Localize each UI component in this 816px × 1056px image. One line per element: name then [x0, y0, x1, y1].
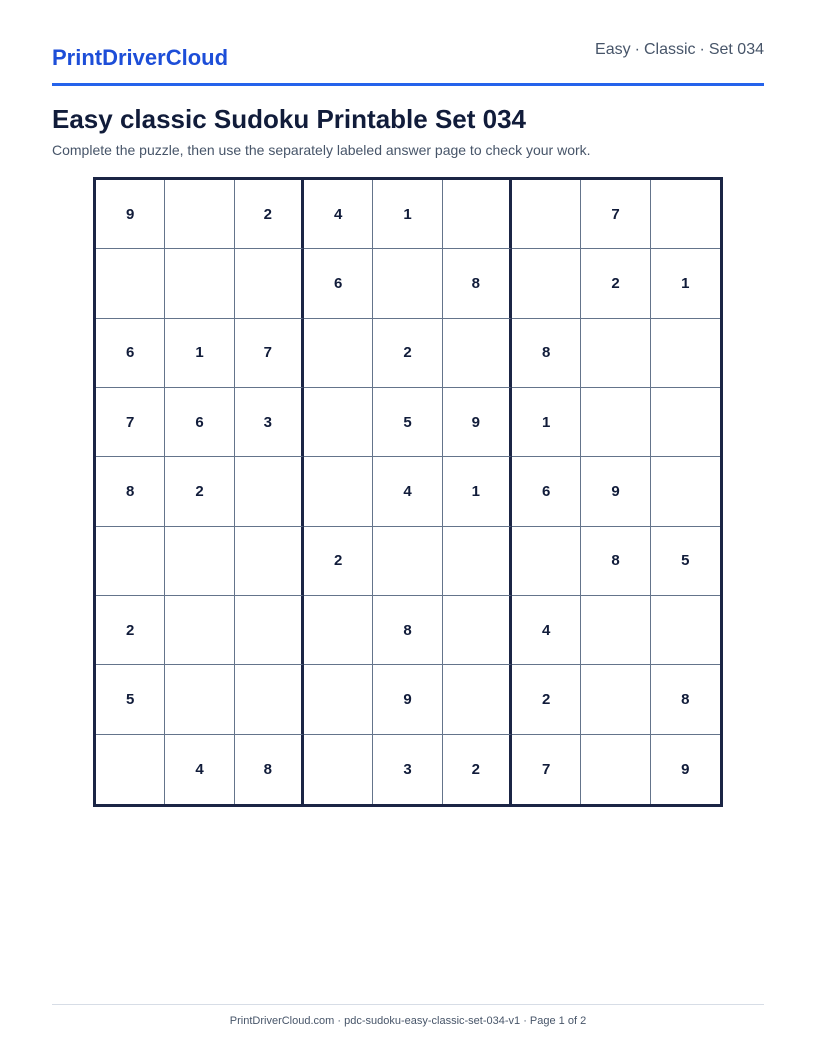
sudoku-cell: 6 — [512, 457, 581, 526]
sudoku-cell: 2 — [512, 665, 581, 734]
sudoku-cell — [373, 249, 442, 318]
sudoku-cell — [304, 319, 373, 388]
sudoku-cell — [165, 249, 234, 318]
sudoku-cell — [235, 527, 304, 596]
sudoku-cell — [304, 735, 373, 804]
sudoku-cell — [304, 457, 373, 526]
sudoku-cell: 1 — [373, 180, 442, 249]
sudoku-cell: 8 — [235, 735, 304, 804]
page-footer: PrintDriverCloud.com · pdc-sudoku-easy-classic-set-034-v1 · Page 1 of 2 — [229, 1015, 587, 1027]
sudoku-cell — [96, 735, 165, 804]
page-header — [52, 0, 764, 86]
sudoku-cell — [443, 319, 512, 388]
sudoku-cell: 2 — [304, 527, 373, 596]
sudoku-cell — [165, 596, 234, 665]
meta-difficulty: Easy — [595, 41, 631, 58]
sudoku-cell: 1 — [443, 457, 512, 526]
sudoku-cell — [373, 527, 442, 596]
sudoku-cell: 8 — [651, 665, 720, 734]
sudoku-cell — [235, 665, 304, 734]
sudoku-cell: 5 — [373, 388, 442, 457]
sudoku-cell: 2 — [96, 596, 165, 665]
brand-logo: PrintDriverCloud — [52, 45, 229, 70]
sudoku-cell: 7 — [235, 319, 304, 388]
sudoku-cell — [165, 665, 234, 734]
page-title: Easy classic Sudoku Printable Set 034 — [52, 104, 527, 134]
sudoku-cell — [96, 249, 165, 318]
sudoku-cell: 4 — [304, 180, 373, 249]
sudoku-cell — [235, 457, 304, 526]
sudoku-cell: 6 — [96, 319, 165, 388]
sudoku-cell: 2 — [443, 735, 512, 804]
sudoku-cell: 2 — [165, 457, 234, 526]
sudoku-cell: 1 — [165, 319, 234, 388]
puzzle-meta — [595, 39, 764, 61]
sudoku-cell — [581, 319, 650, 388]
sudoku-cell: 8 — [373, 596, 442, 665]
footer-divider — [52, 1004, 764, 1005]
sudoku-cell: 9 — [681, 760, 690, 778]
sudoku-cell: 8 — [443, 249, 512, 318]
meta-variant: Classic — [643, 41, 696, 58]
sudoku-cell: 3 — [235, 388, 304, 457]
page-subtitle: Complete the puzzle, then use the separately labeled answer page to check your work. — [52, 142, 591, 158]
sudoku-cell — [512, 527, 581, 596]
sudoku-cell — [581, 596, 650, 665]
sudoku-cell — [304, 665, 373, 734]
sudoku-cell: 2 — [581, 249, 650, 318]
sudoku-cell: 1 — [512, 388, 581, 457]
sudoku-cell: 8 — [581, 527, 650, 596]
sudoku-cell: 9 — [581, 457, 650, 526]
sudoku-cell — [512, 180, 581, 249]
sudoku-cell — [581, 735, 650, 804]
sudoku-cell — [304, 388, 373, 457]
sudoku-cell: 4 — [165, 735, 234, 804]
sudoku-cell: 8 — [96, 457, 165, 526]
sudoku-cell — [581, 388, 650, 457]
sudoku-cell — [235, 249, 304, 318]
meta-set: Set 034 — [708, 41, 764, 58]
sudoku-cell — [651, 388, 720, 457]
sudoku-cell — [651, 180, 720, 249]
sudoku-cell: 7 — [96, 388, 165, 457]
sudoku-cell: 9 — [443, 388, 512, 457]
sudoku-cell — [304, 596, 373, 665]
sudoku-cell: 6 — [304, 249, 373, 318]
sudoku-cell: 4 — [512, 596, 581, 665]
sudoku-cell: 7 — [512, 735, 581, 804]
sudoku-cell — [235, 596, 304, 665]
sudoku-cell: 5 — [96, 665, 165, 734]
sudoku-cell — [165, 527, 234, 596]
sudoku-cell: 8 — [512, 319, 581, 388]
sudoku-cell: 3 — [373, 735, 442, 804]
sudoku-cell: 1 — [651, 249, 720, 318]
sudoku-cell — [581, 665, 650, 734]
sudoku-cell: 4 — [373, 457, 442, 526]
sudoku-cell — [443, 180, 512, 249]
sudoku-cell: 5 — [651, 527, 720, 596]
sudoku-cell: 9 — [96, 180, 165, 249]
sudoku-cell — [443, 527, 512, 596]
sudoku-cell — [96, 527, 165, 596]
sudoku-cell: 6 — [165, 388, 234, 457]
sudoku-cell: 9 — [373, 665, 442, 734]
sudoku-cell: 2 — [373, 319, 442, 388]
meta-separator: · — [634, 41, 640, 58]
sudoku-cell — [651, 596, 720, 665]
sudoku-cell — [512, 249, 581, 318]
sudoku-cell — [443, 596, 512, 665]
sudoku-cell: 7 — [581, 180, 650, 249]
sudoku-cell — [443, 665, 512, 734]
sudoku-cell — [165, 180, 234, 249]
sudoku-cell: 2 — [235, 180, 304, 249]
sudoku-cell — [651, 319, 720, 388]
sudoku-grid — [93, 177, 723, 807]
sudoku-cell — [651, 457, 720, 526]
meta-separator: · — [699, 41, 705, 58]
